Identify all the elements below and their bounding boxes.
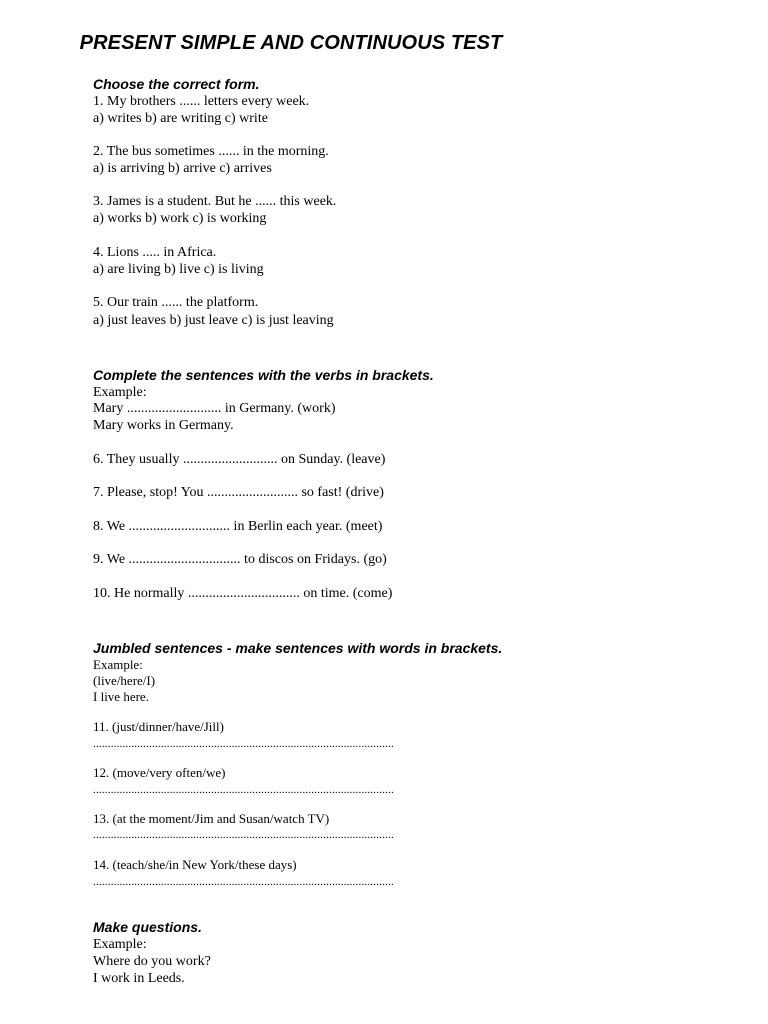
answer-line-13: ...................................................................................................... <box>93 829 394 841</box>
example-label: Example: <box>93 657 143 672</box>
question-11: 11. (just/dinner/have/Jill) <box>93 719 224 734</box>
section-heading-jumbled: Jumbled sentences - make sentences with words in brackets. <box>93 640 503 656</box>
example-label: Example: <box>93 937 147 952</box>
question-2: 2. The bus sometimes ...... in the morning. <box>93 144 329 159</box>
options-4: a) are living b) live c) is living <box>93 262 264 277</box>
answer-line-11: ...................................................................................................... <box>93 738 394 750</box>
example-answer: I work in Leeds. <box>93 971 185 986</box>
page-title: PRESENT SIMPLE AND CONTINUOUS TEST <box>79 32 503 54</box>
example-question: Mary ........................... in Germany. (work) <box>93 401 336 416</box>
question-12: 12. (move/very often/we) <box>93 765 226 780</box>
question-4: 4. Lions ..... in Africa. <box>93 245 217 260</box>
example-question: Where do you work? <box>93 954 211 969</box>
question-14: 14. (teach/she/in New York/these days) <box>93 857 297 872</box>
question-8: 8. We ............................. in Berlin each year. (meet) <box>93 519 383 534</box>
example-answer: I live here. <box>93 689 149 704</box>
options-1: a) writes b) are writing c) write <box>93 111 268 126</box>
options-2: a) is arriving b) arrive c) arrives <box>93 161 272 176</box>
question-13: 13. (at the moment/Jim and Susan/watch TV) <box>93 811 330 826</box>
answer-line-14: ...................................................................................................... <box>93 876 394 888</box>
question-3: 3. James is a student. But he ...... this week. <box>93 194 337 209</box>
example-answer: Mary works in Germany. <box>93 418 234 433</box>
answer-line-12: ...................................................................................................... <box>93 784 394 796</box>
section-heading-choose: Choose the correct form. <box>93 76 260 92</box>
options-3: a) works b) work c) is working <box>93 211 267 226</box>
section-heading-questions: Make questions. <box>93 919 202 935</box>
question-1: 1. My brothers ...... letters every week. <box>93 94 310 109</box>
example-label: Example: <box>93 385 147 400</box>
example-question: (live/here/I) <box>93 673 156 688</box>
question-6: 6. They usually ........................... on Sunday. (leave) <box>93 452 386 467</box>
section-heading-complete: Complete the sentences with the verbs in brackets. <box>93 367 434 383</box>
question-7: 7. Please, stop! You .......................... so fast! (drive) <box>93 485 384 500</box>
question-5: 5. Our train ...... the platform. <box>93 295 259 310</box>
options-5: a) just leaves b) just leave c) is just leaving <box>93 313 334 328</box>
question-10: 10. He normally ................................ on time. (come) <box>93 586 393 601</box>
question-9: 9. We ................................ to discos on Fridays. (go) <box>93 552 387 567</box>
